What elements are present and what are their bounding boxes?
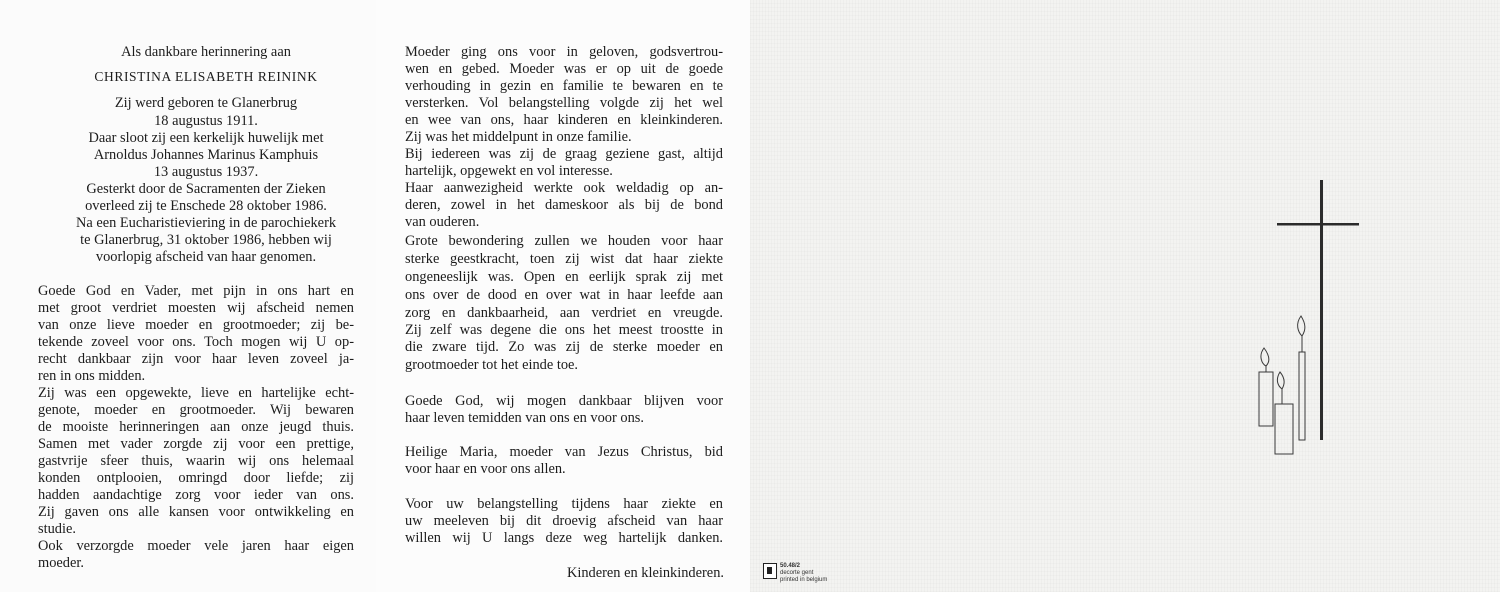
printer-logo-icon	[763, 563, 777, 579]
bio-line: Gesterkt door de Sacramenten der Zieken	[86, 181, 326, 197]
tribute-line: sterke geestkracht, toen zij wist dat haar ziekte	[405, 251, 723, 267]
tribute-line: Zij was het middelpunt in onze familie.	[405, 129, 632, 145]
body-line: met groot verdriet moesten wij afscheid nemen	[38, 300, 354, 316]
bio-line: voorlopig afscheid van haar genomen.	[95, 249, 317, 265]
candle-icon	[1275, 372, 1293, 454]
tribute-line: die zware tijd. Zo was zij de sterke moeder en	[405, 339, 723, 355]
bio-line: te Glanerbrug, 31 oktober 1986, hebben wij	[80, 232, 332, 248]
tribute-line: Grote bewondering zullen we houden voor haar	[405, 233, 723, 249]
imprint-line: decorte gent	[780, 570, 814, 576]
left-panel	[0, 0, 376, 592]
tribute-line: Zij zelf was degene die ons het meest troostte in	[405, 322, 723, 338]
imprint-line: printed in belgium	[780, 577, 828, 583]
bio-line: 13 augustus 1937.	[153, 164, 259, 180]
body-line: gastvrije sfeer thuis, waarin wij ons helemaal	[38, 453, 354, 469]
tribute-line: ons over de dood en over wat in haar leefde aan	[405, 287, 723, 303]
tribute-line: Moeder ging ons voor in geloven, godsvertrou-	[405, 44, 723, 60]
signature: Kinderen en kleinkinderen.	[566, 565, 724, 581]
bio-line: overleed zij te Enschede 28 oktober 1986.	[85, 198, 327, 214]
tribute-line: Haar aanwezigheid werkte ook weldadig op an-	[405, 180, 723, 196]
body-line: hadden aandachtige zorg voor ieder van ons.	[38, 487, 354, 503]
bio-line: Zij werd geboren te Glanerbrug	[114, 95, 298, 111]
bio-line: 18 augustus 1911.	[154, 113, 258, 129]
candle-icon	[1259, 348, 1273, 426]
body-line: Goede God en Vader, met pijn in ons hart en	[38, 283, 354, 299]
cross-icon	[1277, 180, 1359, 440]
body-line: moeder.	[38, 555, 84, 571]
right-panel	[750, 0, 1500, 592]
tribute-line: wen en gebed. Moeder was er op uit de goede	[405, 61, 723, 77]
prayer-line: Goede God, wij mogen dankbaar blijven voor	[405, 393, 723, 409]
body-line: studie.	[38, 521, 76, 537]
body-line: van onze lieve moeder en grootmoeder; zij be-	[38, 317, 354, 333]
bio-line: Na een Eucharistieviering in de parochiekerk	[75, 215, 337, 231]
body-line: Ook verzorgde moeder vele jaren haar eigen	[38, 538, 354, 554]
prayer-line: voor haar en voor ons allen.	[405, 461, 566, 477]
cross-candles-illustration	[750, 0, 1500, 592]
tribute-line: Bij iedereen was zij de graag geziene gast, altijd	[405, 146, 723, 162]
body-line: de mooiste herinneringen aan onze jeugd thuis.	[38, 419, 354, 435]
candle-icon	[1298, 316, 1305, 440]
tribute-line: van ouderen.	[405, 214, 480, 230]
body-line: Samen met vader zorgde zij voor een prettige,	[38, 436, 354, 452]
tribute-line: hartelijk, opgewekt en vol interesse.	[405, 163, 613, 179]
deceased-name: CHRISTINA ELISABETH REININK	[94, 69, 318, 84]
body-line: Zij gaven ons alle kansen voor ontwikkeling en	[38, 504, 354, 520]
heading: Als dankbare herinnering aan	[121, 44, 291, 60]
body-line: Zij was een opgewekte, lieve en hartelijke echt-	[38, 385, 354, 401]
body-line: ren in ons midden.	[38, 368, 146, 384]
tribute-line: deren, zowel in het dameskoor als bij de bond	[405, 197, 723, 213]
thanks-line: willen wij U langs deze weg hartelijk danken.	[405, 530, 723, 546]
body-line: konden ontplooien, omringd door liefde; zij	[38, 470, 354, 486]
cross-horizontal-beam	[1277, 223, 1359, 226]
imprint-code: 50.48/2	[780, 563, 801, 569]
body-line: genote, moeder en grootmoeder. Wij bewaren	[38, 402, 354, 418]
thanks-line: Voor uw belangstelling tijdens haar ziekte en	[405, 496, 723, 512]
bio-line: Arnoldus Johannes Marinus Kamphuis	[93, 147, 319, 163]
tribute-line: verhouding in gezin en familie te bewaren en te	[405, 78, 723, 94]
middle-panel	[376, 0, 750, 592]
body-line: recht dankbaar zijn voor haar leven zoveel ja-	[38, 351, 354, 367]
tribute-line: versterken. Vol belangstelling volgde zij het wel	[405, 95, 723, 111]
bio-line: Daar sloot zij een kerkelijk huwelijk met	[88, 130, 324, 146]
tribute-line: ongeneeslijk was. Open en eerlijk sprak zij met	[405, 269, 723, 285]
tribute-line: zorg en dankbaarheid, aan verdriet en vreugde.	[405, 305, 723, 321]
thanks-line: uw meeleven bij dit droevig afscheid van haar	[405, 513, 723, 529]
cross-vertical-beam	[1320, 180, 1323, 440]
tribute-line: en wee van ons, haar kinderen en kleinkinderen.	[405, 112, 723, 128]
tribute-line: grootmoeder tot het einde toe.	[405, 357, 579, 373]
body-line: tekende zoveel voor ons. Toch mogen wij U op-	[38, 334, 354, 350]
prayer-line: Heilige Maria, moeder van Jezus Christus, bid	[405, 444, 723, 460]
prayer-line: haar leven temidden van ons en voor ons.	[405, 410, 644, 426]
